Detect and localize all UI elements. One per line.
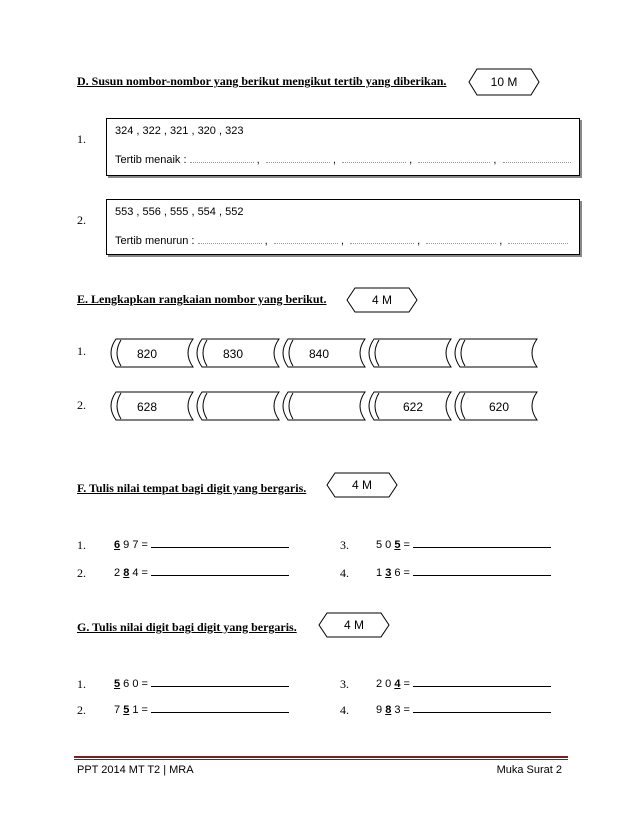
- sequence-cell[interactable]: [193, 391, 281, 421]
- underlined-digit: 6: [114, 539, 121, 551]
- footer-left-text: PPT 2014 MT T2 | MRA: [77, 764, 194, 776]
- question-number: 3.: [340, 538, 349, 552]
- scroll-shape: [365, 338, 453, 368]
- sequence-cell: [193, 338, 281, 368]
- section-f-heading: F. Tulis nilai tempat bagi digit yang bergaris.: [77, 481, 307, 495]
- place-value-item: [376, 538, 551, 551]
- place-value-item: [376, 566, 551, 579]
- sequence-cell: [365, 391, 453, 421]
- digit-value-item: [114, 703, 289, 716]
- answer-blank[interactable]: [350, 233, 414, 244]
- answer-blank[interactable]: [266, 152, 330, 163]
- answer-line: Tertib menaik : , , , ,: [115, 152, 571, 166]
- instruction-label: Tertib menaik :: [115, 154, 187, 166]
- digits-before: 2 0: [376, 678, 395, 690]
- scroll-shape: [451, 338, 539, 368]
- section-g-marks-badge: [318, 612, 390, 638]
- underlined-digit: 5: [114, 678, 121, 690]
- section-e-heading: E. Lengkapkan rangkaian nombor yang berikut.: [77, 292, 327, 306]
- underlined-digit: 8: [123, 567, 130, 579]
- answer-blank[interactable]: [274, 233, 338, 244]
- sequence-cell: [107, 391, 195, 421]
- section-e-marks-badge: [346, 287, 418, 313]
- question-number: 4.: [340, 703, 349, 717]
- question-number: 1.: [77, 344, 86, 358]
- question-number: 4.: [340, 566, 349, 580]
- sequence-cell[interactable]: [365, 338, 453, 368]
- answer-line[interactable]: [413, 703, 551, 713]
- digits-after: =: [400, 539, 410, 551]
- answer-line[interactable]: [413, 566, 551, 576]
- sequence-value: 830: [223, 347, 244, 361]
- answer-blank[interactable]: [426, 233, 496, 244]
- answer-line[interactable]: [151, 538, 289, 548]
- footer-page-number: Muka Surat 2: [496, 764, 562, 776]
- marks-label: 10 M: [490, 75, 518, 89]
- digits-before: 7: [114, 704, 124, 716]
- sequence-value: 628: [137, 400, 158, 414]
- answer-blank[interactable]: [508, 233, 568, 244]
- question-number: 2.: [77, 566, 86, 580]
- sequence-value: 820: [137, 347, 158, 361]
- scroll-shape: [193, 391, 281, 421]
- underlined-digit: 8: [385, 704, 392, 716]
- answer-blank[interactable]: [190, 152, 254, 163]
- question-number: 2.: [77, 398, 86, 412]
- answer-line[interactable]: [151, 566, 289, 576]
- digit-value-item: [376, 703, 551, 716]
- digits-after: 9 7 =: [120, 539, 148, 551]
- section-d-heading: D. Susun nombor-nombor yang berikut mengikut tertib yang diberikan.: [77, 74, 447, 88]
- footer-rule-thick: [74, 756, 568, 758]
- question-number: 1.: [77, 677, 86, 691]
- marks-label: 4 M: [343, 618, 364, 632]
- underlined-digit: 5: [394, 539, 401, 551]
- answer-line[interactable]: [413, 677, 551, 687]
- sequence-cell[interactable]: [279, 391, 367, 421]
- answer-line: Tertib menurun : , , , ,: [115, 233, 568, 247]
- number-list: 553 , 556 , 555 , 554 , 552: [115, 206, 244, 218]
- marks-label: 4 M: [371, 293, 392, 307]
- number-list: 324 , 322 , 321 , 320 , 323: [115, 125, 244, 137]
- underlined-digit: 4: [394, 678, 401, 690]
- sequence-value: 840: [309, 347, 330, 361]
- question-number: 1.: [77, 132, 86, 146]
- sequence-cell: [451, 391, 539, 421]
- digits-before: 2: [114, 567, 124, 579]
- digits-after: 6 0 =: [120, 678, 148, 690]
- digits-after: 4 =: [129, 567, 148, 579]
- instruction-label: Tertib menurun :: [115, 235, 195, 247]
- question-number: 3.: [340, 677, 349, 691]
- question-box-2: [106, 199, 580, 255]
- digits-after: 6 =: [391, 567, 410, 579]
- answer-blank[interactable]: [198, 233, 262, 244]
- footer-rule: [74, 756, 568, 760]
- question-number: 1.: [77, 538, 86, 552]
- question-number: 2.: [77, 213, 86, 227]
- answer-line[interactable]: [151, 703, 289, 713]
- digits-before: 1: [376, 567, 386, 579]
- answer-line[interactable]: [151, 677, 289, 687]
- answer-blank[interactable]: [418, 152, 490, 163]
- digits-before: 9: [376, 704, 386, 716]
- underlined-digit: 5: [123, 704, 130, 716]
- digits-after: =: [400, 678, 410, 690]
- answer-blank[interactable]: [342, 152, 406, 163]
- underlined-digit: 3: [385, 567, 392, 579]
- sequence-value: 622: [402, 400, 423, 414]
- sequence-cell[interactable]: [451, 338, 539, 368]
- digits-before: 5 0: [376, 539, 395, 551]
- question-box-1: [106, 118, 580, 176]
- section-f-marks-badge: [326, 472, 398, 498]
- digit-value-item: [376, 677, 551, 690]
- place-value-item: [114, 566, 289, 579]
- place-value-item: [114, 538, 289, 551]
- section-g-heading: G. Tulis nilai digit bagi digit yang bergaris.: [77, 620, 297, 634]
- sequence-cell: [279, 338, 367, 368]
- digits-after: 3 =: [391, 704, 410, 716]
- section-d-marks-badge: [468, 68, 540, 96]
- scroll-shape: [279, 391, 367, 421]
- footer-rule-thin: [74, 759, 568, 760]
- answer-blank[interactable]: [503, 152, 571, 163]
- sequence-cell: [107, 338, 195, 368]
- question-number: 2.: [77, 703, 86, 717]
- digit-value-item: [114, 677, 289, 690]
- marks-label: 4 M: [351, 478, 372, 492]
- answer-line[interactable]: [413, 538, 551, 548]
- digits-after: 1 =: [129, 704, 148, 716]
- sequence-value: 620: [488, 400, 509, 414]
